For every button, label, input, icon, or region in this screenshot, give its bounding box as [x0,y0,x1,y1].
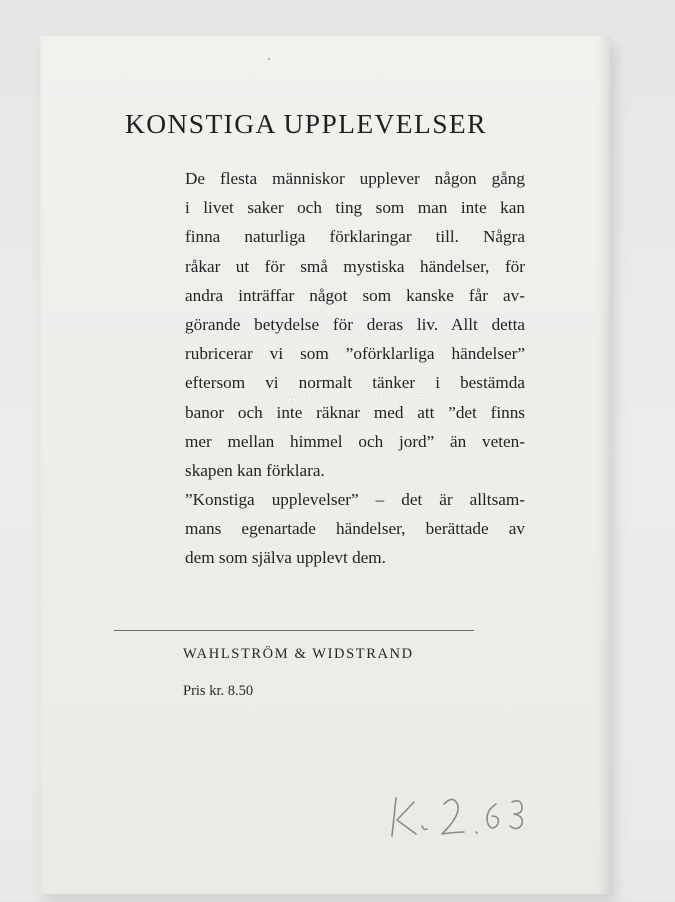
blurb-line: skapen kan förklara. [185,460,325,480]
blurb-line: råkar ut för små mystiska händelser, för [185,256,525,276]
watermark-text: Antikvariaatti.net [287,391,431,407]
blurb-line: eftersom vi normalt tänker i bestämda [185,373,525,393]
price-label: Pris kr. 8.50 [183,683,254,699]
blurb-text [185,164,525,573]
blurb-line: ”Konstiga upplevelser” – det är alltsam- [185,490,525,510]
blurb-line: mer mellan himmel och jord” än veten- [185,431,525,451]
blurb-line: dem som själva upplevt dem. [185,548,386,568]
blurb-line: banor och inte räknar med att ”det finns [185,402,525,422]
blurb-line: andra inträffar något som kanske får av- [185,285,525,305]
paper-speck [268,58,270,60]
publisher-name: WAHLSTRÖM & WIDSTRAND [183,646,414,662]
blurb-line: rubricerar vi som ”oförklarliga händelser” [185,344,525,364]
blurb-line: De flesta människor upplever någon gång [185,169,525,188]
blurb-line: mans egenartade händelser, berättade av [185,519,525,539]
pencil-handwriting [388,784,538,844]
cover-edge-shade [596,36,610,894]
blurb-line: finna naturliga förklaringar till. Några [185,227,525,247]
blurb-line: i livet saker och ting som man inte kan [185,198,525,218]
blurb-line: görande betydelse för deras liv. Allt detta [185,314,525,334]
divider-rule [114,630,474,631]
book-title: KONSTIGA UPPLEVELSER [125,108,487,139]
